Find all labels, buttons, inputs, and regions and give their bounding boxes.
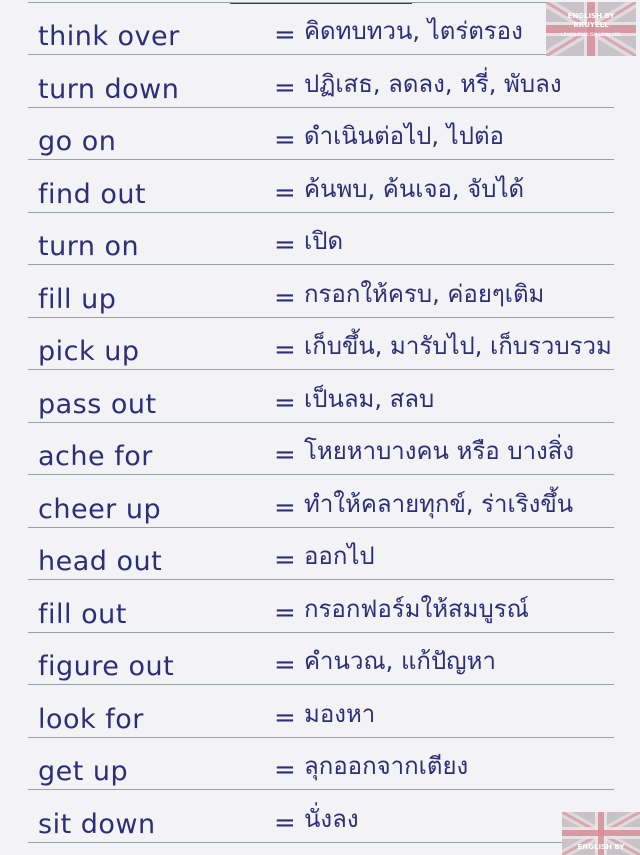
phrasal-verb: cheer up <box>38 494 162 525</box>
vocabulary-row <box>0 737 640 789</box>
phrasal-verb: figure out <box>38 651 175 682</box>
phrasal-verb: head out <box>38 546 163 577</box>
thai-meaning: คำนวณ, แก้ปัญหา <box>304 647 496 675</box>
phrasal-verb: think over <box>38 21 180 52</box>
watermark-logo-top <box>546 2 636 56</box>
thai-meaning: นั่งลง <box>304 805 359 833</box>
equals-sign: = <box>274 755 296 785</box>
vocabulary-row <box>0 317 640 369</box>
phrasal-verb: sit down <box>38 809 156 840</box>
equals-sign: = <box>274 20 296 50</box>
vocabulary-row <box>0 527 640 579</box>
thai-meaning: ค้นพบ, ค้นเจอ, จับได้ <box>304 175 525 203</box>
vocabulary-row <box>0 107 640 159</box>
thai-meaning: มองหา <box>304 700 376 728</box>
phrasal-verb: pass out <box>38 389 157 420</box>
thai-meaning: คิดทบทวน, ไตร่ตรอง <box>304 17 523 45</box>
equals-sign: = <box>274 73 296 103</box>
phrasal-verb: pick up <box>38 336 140 367</box>
vocabulary-row <box>0 475 640 527</box>
equals-sign: = <box>274 650 296 680</box>
union-jack-flag-icon <box>546 2 636 56</box>
thai-meaning: โหยหาบางคน หรือ บางสิ่ง <box>304 437 575 465</box>
thai-meaning: เปิด <box>304 227 344 255</box>
thai-meaning: ลุกออกจากเตียง <box>304 752 469 780</box>
vocabulary-row <box>0 265 640 317</box>
vocabulary-row <box>0 790 640 842</box>
equals-sign: = <box>274 388 296 418</box>
vocabulary-row <box>0 212 640 264</box>
vocabulary-row <box>0 422 640 474</box>
watermark-line-3: LEARN ENGLISH LEAN ARE <box>561 33 621 38</box>
phrasal-verb: turn on <box>38 231 140 262</box>
phrasal-verb: get up <box>38 756 129 787</box>
equals-sign: = <box>274 808 296 838</box>
equals-sign: = <box>274 230 296 260</box>
equals-sign: = <box>274 440 296 470</box>
thai-meaning: กรอกฟอร์มให้สมบูรณ์ <box>304 595 529 623</box>
thai-meaning: ดำเนินต่อไป, ไปต่อ <box>304 122 504 150</box>
thai-meaning: ปฏิเสธ, ลดลง, หรี่, พับลง <box>304 70 562 98</box>
phrasal-verb: turn down <box>38 74 180 105</box>
equals-sign: = <box>274 283 296 313</box>
watermark-line-1: ENGLISH BY <box>567 12 615 20</box>
watermark-bottom-line-1: ENGLISH BY <box>577 843 625 851</box>
equals-sign: = <box>274 493 296 523</box>
thai-meaning: กรอกให้ครบ, ค่อยๆเติม <box>304 280 545 308</box>
equals-sign: = <box>274 125 296 155</box>
vocabulary-row <box>0 685 640 737</box>
equals-sign: = <box>274 703 296 733</box>
vocabulary-row <box>0 160 640 212</box>
vocabulary-row <box>0 632 640 684</box>
equals-sign: = <box>274 335 296 365</box>
thai-meaning: ทำให้คลายทุกข์, ร่าเริงขึ้น <box>304 490 574 518</box>
phrasal-verb: ache for <box>38 441 153 472</box>
phrasal-verb: look for <box>38 704 144 735</box>
watermark-line-2: KRUYELL <box>573 21 609 29</box>
equals-sign: = <box>274 545 296 575</box>
phrasal-verb: go on <box>38 126 117 157</box>
equals-sign: = <box>274 178 296 208</box>
vocabulary-row <box>0 370 640 422</box>
vocabulary-row <box>0 55 640 107</box>
vocabulary-row <box>0 2 640 54</box>
phrasal-verb: find out <box>38 179 147 210</box>
thai-meaning: เป็นลม, สลบ <box>304 385 435 413</box>
watermark-logo-bottom <box>562 812 640 855</box>
vocabulary-row <box>0 580 640 632</box>
phrasal-verb: fill out <box>38 599 127 630</box>
rule-line <box>28 842 614 843</box>
equals-sign: = <box>274 598 296 628</box>
thai-meaning: ออกไป <box>304 542 375 570</box>
phrasal-verb: fill up <box>38 284 117 315</box>
thai-meaning: เก็บขึ้น, มารับไป, เก็บรวบรวม <box>304 332 612 360</box>
